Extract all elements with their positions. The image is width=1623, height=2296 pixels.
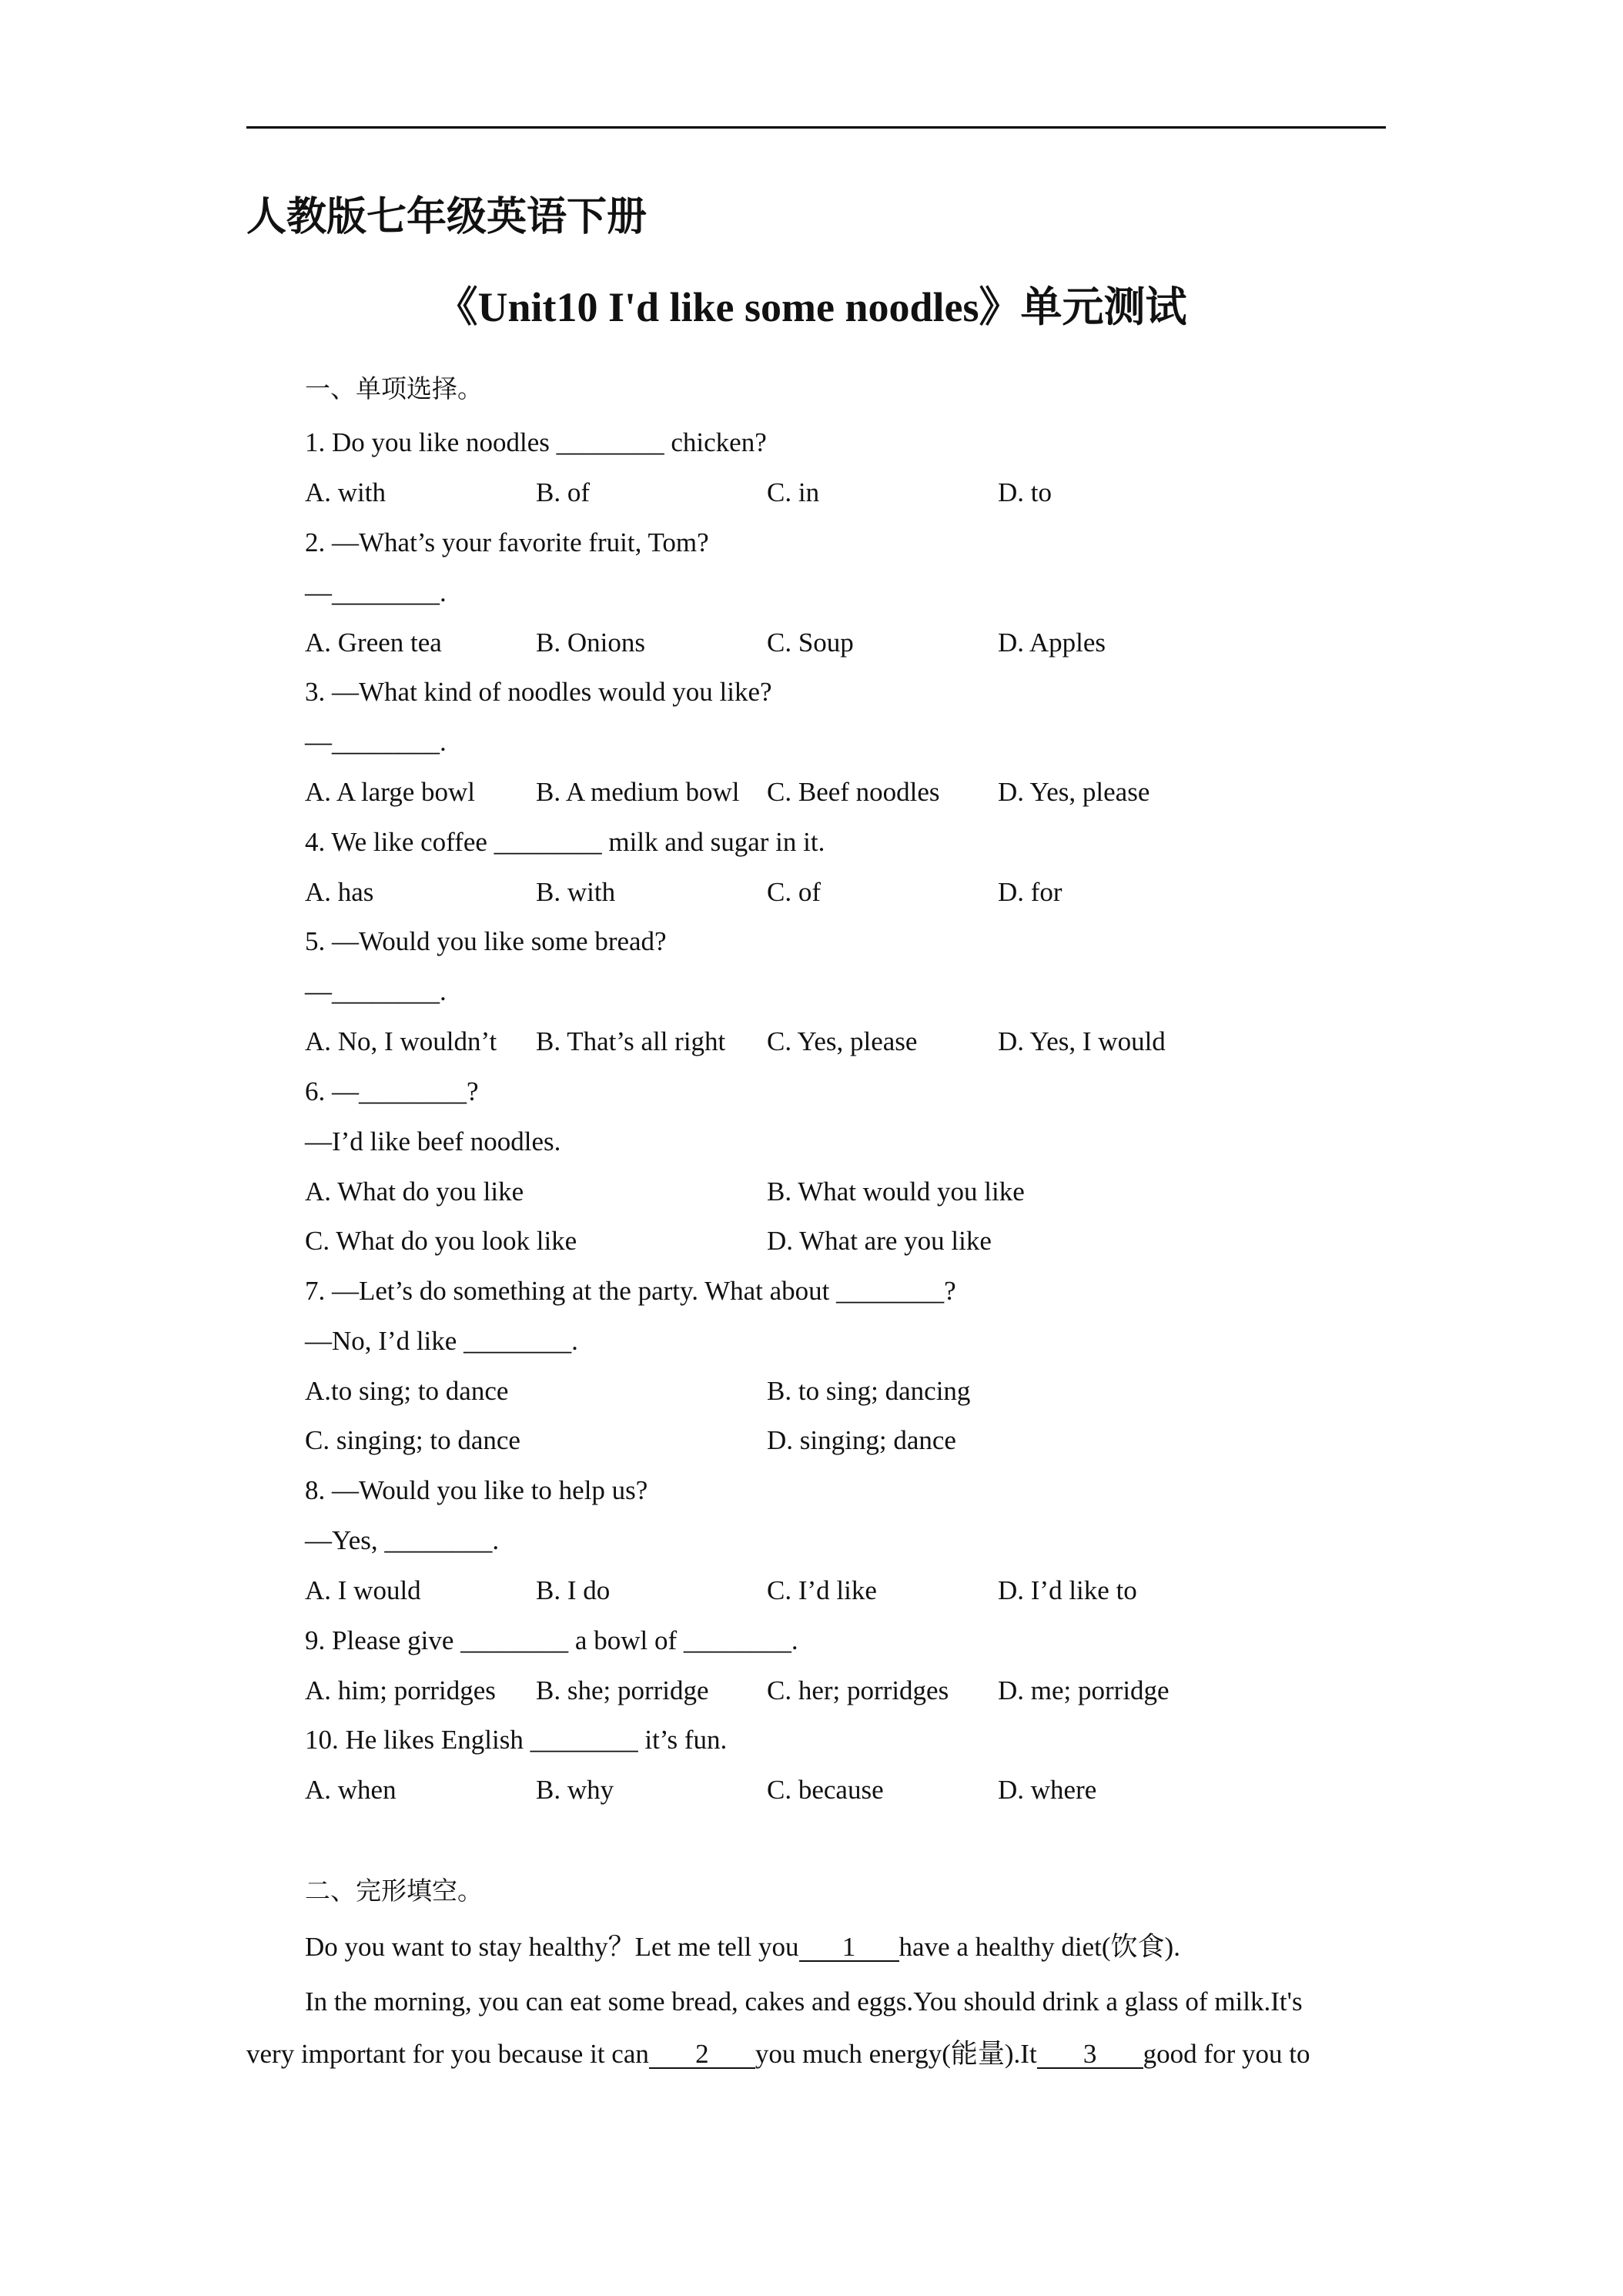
option-c[interactable]: C. Soup: [767, 628, 854, 658]
option-b[interactable]: B. of: [536, 477, 590, 507]
option-a[interactable]: A. Green tea: [305, 628, 442, 658]
option-a[interactable]: A. has: [305, 877, 374, 907]
option-b[interactable]: B. What would you like: [767, 1176, 1025, 1207]
option-c[interactable]: C. Yes, please: [767, 1026, 918, 1056]
option-c[interactable]: C. her; porridges: [767, 1675, 949, 1705]
document-subtitle: 《Unit10 I'd like some noodles》单元测试: [436, 284, 1187, 330]
option-b[interactable]: B. I do: [536, 1575, 611, 1605]
option-a[interactable]: A. him; porridges: [305, 1675, 496, 1705]
question-2-stem: 2. —What’s your favorite fruit, Tom?: [305, 527, 709, 557]
option-d[interactable]: D. singing; dance: [767, 1425, 956, 1455]
header-rule: [246, 126, 1386, 129]
option-b[interactable]: B. A medium bowl: [536, 777, 740, 807]
cloze-paragraph-1: [305, 1933, 1180, 1962]
option-c[interactable]: C. singing; to dance: [305, 1425, 520, 1455]
question-5-answer-line: —________.: [305, 976, 447, 1006]
option-d[interactable]: D. Yes, please: [998, 777, 1150, 807]
option-d[interactable]: D. to: [998, 477, 1052, 507]
cloze-text: Do you want to stay healthy？Let me tell you: [305, 1932, 799, 1962]
question-6-stem: 6. —________?: [305, 1076, 479, 1106]
question-5-stem: 5. —Would you like some bread?: [305, 926, 667, 956]
option-d[interactable]: D. What are you like: [767, 1226, 992, 1256]
document-title: 人教版七年级英语下册: [246, 194, 648, 240]
option-d[interactable]: D. I’d like to: [998, 1575, 1137, 1605]
option-a[interactable]: A. I would: [305, 1575, 421, 1605]
cloze-blank-1[interactable]: 1: [799, 1933, 899, 1962]
question-2-answer-line: —________.: [305, 577, 447, 607]
question-8-stem: 8. —Would you like to help us?: [305, 1475, 648, 1505]
option-c[interactable]: C. because: [767, 1775, 884, 1805]
question-3-stem: 3. —What kind of noodles would you like?: [305, 677, 772, 707]
option-c[interactable]: C. in: [767, 477, 820, 507]
option-a[interactable]: A. What do you like: [305, 1176, 524, 1207]
cloze-paragraph-2-line-1: In the morning, you can eat some bread, cakes and eggs.You should drink a glass of milk.It's: [305, 1986, 1303, 2017]
option-d[interactable]: D. for: [998, 877, 1062, 907]
question-6-answer-line: —I’d like beef noodles.: [305, 1126, 561, 1156]
question-3-answer-line: —________.: [305, 727, 447, 757]
option-d[interactable]: D. Apples: [998, 628, 1106, 658]
option-c[interactable]: C. I’d like: [767, 1575, 877, 1605]
cloze-text: good for you to: [1143, 2039, 1310, 2069]
option-d[interactable]: D. where: [998, 1775, 1097, 1805]
option-a[interactable]: A.to sing; to dance: [305, 1376, 509, 1406]
option-c[interactable]: C. of: [767, 877, 821, 907]
cloze-blank-2[interactable]: 2: [649, 2040, 755, 2069]
question-9-stem: 9. Please give ________ a bowl of ________.: [305, 1625, 798, 1655]
option-b[interactable]: B. to sing; dancing: [767, 1376, 971, 1406]
question-7-stem: 7. —Let’s do something at the party. What about ________?: [305, 1276, 956, 1306]
option-b[interactable]: B. That’s all right: [536, 1026, 726, 1056]
section-heading-cloze: 二、完形填空。: [305, 1876, 483, 1906]
option-a[interactable]: A. with: [305, 477, 386, 507]
option-c[interactable]: C. What do you look like: [305, 1226, 577, 1256]
cloze-text: have a healthy diet(饮食).: [899, 1932, 1180, 1962]
option-a[interactable]: A. when: [305, 1775, 397, 1805]
question-4-stem: 4. We like coffee ________ milk and sugar in it.: [305, 827, 825, 857]
option-d[interactable]: D. Yes, I would: [998, 1026, 1166, 1056]
option-b[interactable]: B. why: [536, 1775, 614, 1805]
cloze-blank-3[interactable]: 3: [1037, 2040, 1143, 2069]
cloze-text: very important for you because it can: [246, 2039, 649, 2069]
option-a[interactable]: A. A large bowl: [305, 777, 476, 807]
option-c[interactable]: C. Beef noodles: [767, 777, 940, 807]
question-8-answer-line: —Yes, ________.: [305, 1525, 500, 1555]
option-d[interactable]: D. me; porridge: [998, 1675, 1170, 1705]
option-b[interactable]: B. she; porridge: [536, 1675, 709, 1705]
option-a[interactable]: A. No, I wouldn’t: [305, 1026, 497, 1056]
question-10-stem: 10. He likes English ________ it’s fun.: [305, 1725, 728, 1755]
question-7-answer-line: —No, I’d like ________.: [305, 1326, 578, 1356]
cloze-text: you much energy(能量).It: [755, 2039, 1037, 2069]
option-b[interactable]: B. Onions: [536, 628, 645, 658]
option-b[interactable]: B. with: [536, 877, 616, 907]
cloze-paragraph-2-line-2: [246, 2040, 1386, 2069]
question-1-stem: 1. Do you like noodles ________ chicken?: [305, 427, 767, 457]
section-heading-multiple-choice: 一、单项选择。: [305, 373, 483, 403]
